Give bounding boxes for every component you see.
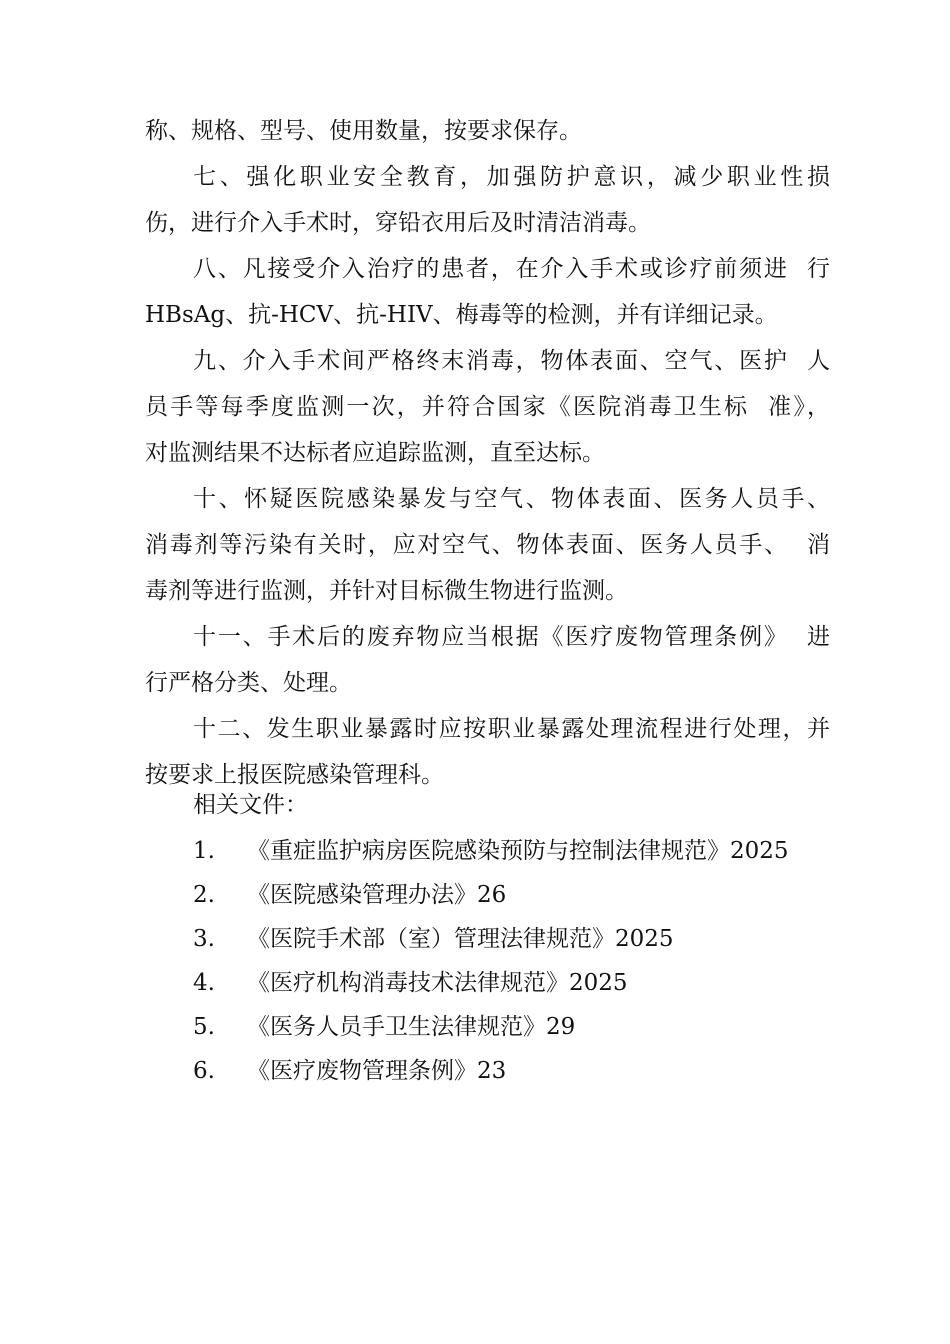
related-files-heading: 相关文件： (193, 792, 308, 818)
paragraph-line: 七、强化职业安全教育，加强防护意识，减少职业性损 (193, 164, 830, 190)
paragraph-line: 对监测结果不达标者应追踪监测，直至达标。 (145, 440, 605, 466)
related-file-number: 4. (193, 970, 215, 996)
paragraph-line: 称、规格、型号、使用数量，按要求保存。 (145, 118, 582, 144)
paragraph-line: 十、怀疑医院感染暴发与空气、物体表面、医务人员手、 (193, 486, 830, 512)
related-file-title: 《重症监护病房医院感染预防与控制法律规范》2025 (247, 838, 789, 864)
related-file-title: 《医务人员手卫生法律规范》29 (247, 1014, 576, 1040)
related-file-title: 《医疗机构消毒技术法律规范》2025 (247, 970, 628, 996)
related-file-number: 2. (193, 882, 215, 908)
paragraph-line: 十一、手术后的废弃物应当根据《医疗废物管理条例》 进 (193, 624, 830, 650)
related-file-title: 《医院手术部（室）管理法律规范》2025 (247, 926, 674, 952)
paragraph-line: 九、介入手术间严格终末消毒，物体表面、空气、医护 人 (193, 348, 830, 374)
related-file-number: 6. (193, 1058, 215, 1084)
related-file-number: 1. (193, 838, 215, 864)
paragraph-line: 十二、发生职业暴露时应按职业暴露处理流程进行处理，并 (193, 716, 830, 742)
paragraph-line: 按要求上报医院感染管理科。 (145, 762, 444, 788)
related-file-title: 《医院感染管理办法》26 (247, 882, 507, 908)
related-file-number: 3. (193, 926, 215, 952)
paragraph-line: 员手等每季度监测一次，并符合国家《医院消毒卫生标 准》， (145, 394, 830, 420)
paragraph-line: 八、凡接受介入治疗的患者，在介入手术或诊疗前须进 行 (193, 256, 830, 282)
related-file-title: 《医疗废物管理条例》23 (247, 1058, 507, 1084)
paragraph-line: 毒剂等进行监测，并针对目标微生物进行监测。 (145, 578, 628, 604)
paragraph-line: 伤，进行介入手术时，穿铅衣用后及时清洁消毒。 (145, 210, 651, 236)
related-file-number: 5. (193, 1014, 215, 1040)
paragraph-line: HBsAg、抗-HCV、抗-HIV、梅毒等的检测，并有详细记录。 (145, 302, 778, 328)
paragraph-line: 消毒剂等污染有关时，应对空气、物体表面、医务人员手、 消 (145, 532, 830, 558)
paragraph-line: 行严格分类、处理。 (145, 670, 352, 696)
